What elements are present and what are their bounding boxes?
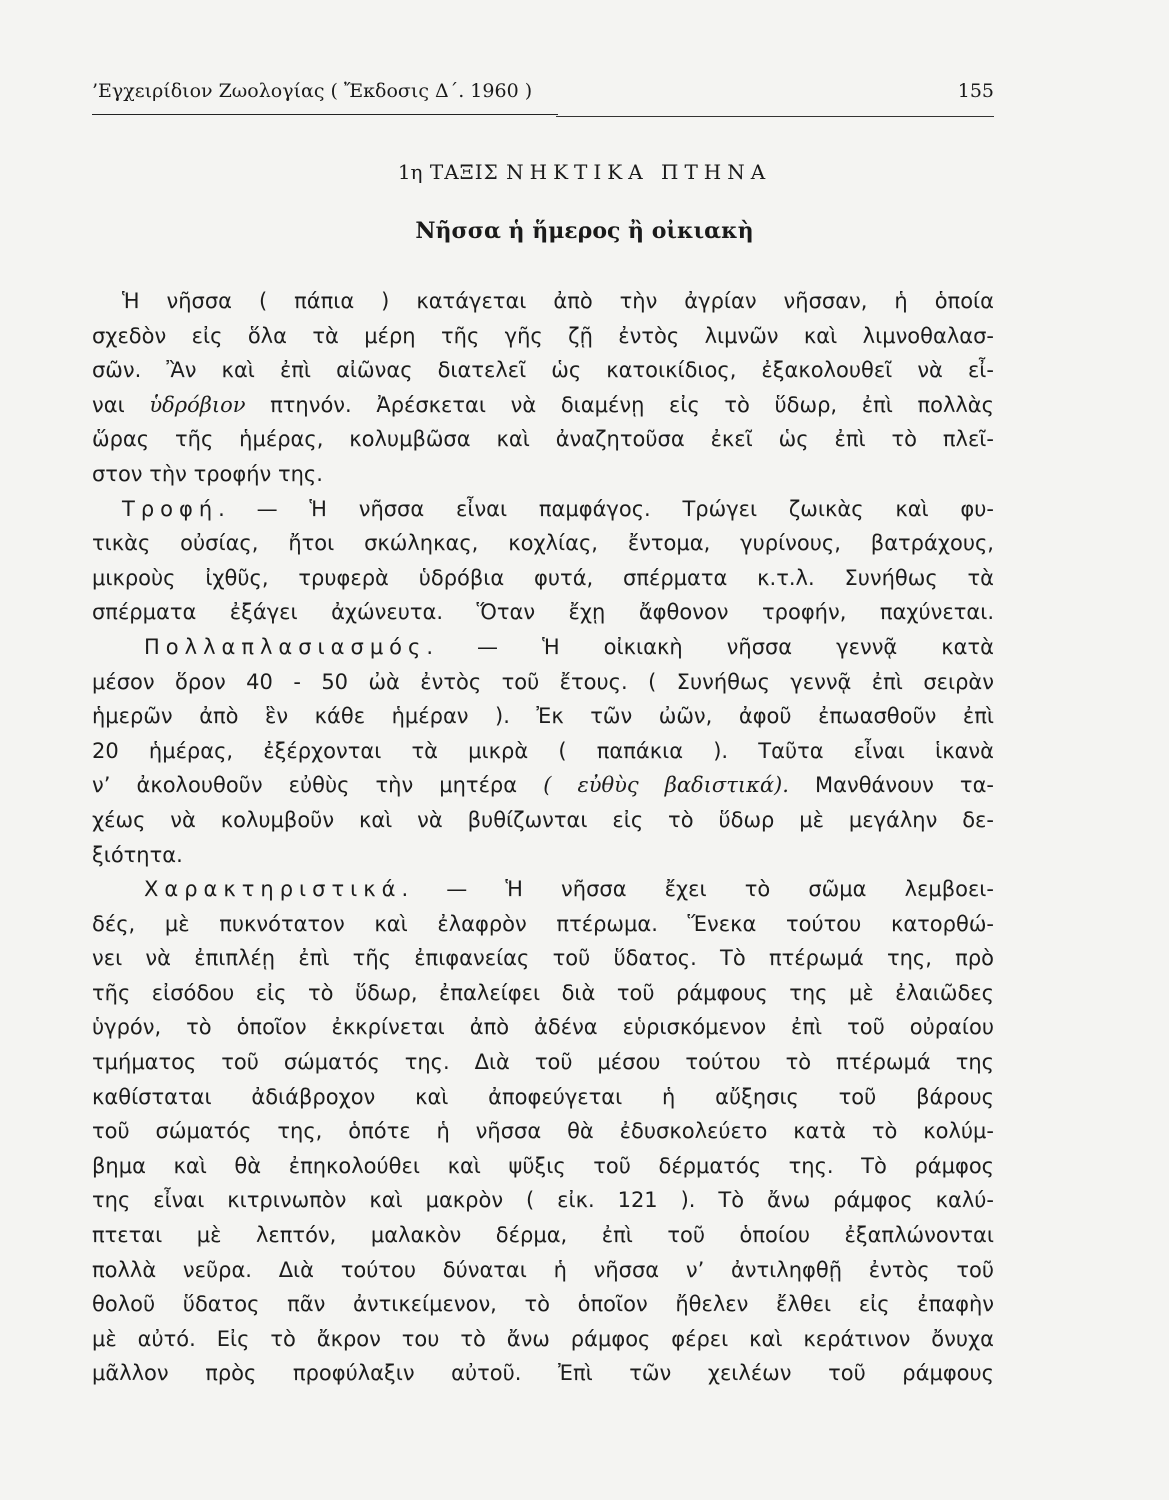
text-line: πτεται μὲ λεπτόν, μαλακὸν δέρμα, ἐπὶ τοῦ ὁποίου ἐξαπλώνονται [92, 1223, 994, 1248]
italic-term: ὑδρόβιον [149, 392, 246, 417]
text-line [92, 768, 994, 803]
text-line: σχεδὸν εἰς ὅλα τὰ μέρη τῆς γῆς ζῇ ἐντὸς λιμνῶν καὶ λιμνοθαλασ- [92, 323, 994, 348]
chapter-heading [0, 160, 1169, 184]
spaced-label: Τροφή [122, 496, 219, 521]
text-line: δές, μὲ πυκνότατον καὶ ἐλαφρὸν πτέρωμα. Ἕνεκα τούτου κατορθώ- [92, 911, 994, 936]
text-line: τικὰς οὐσίας, ἤτοι σκώληκας, κοχλίας, ἔντομα, γυρίνους, βατράχους, [92, 531, 994, 556]
text-line [92, 388, 994, 423]
chapter-prefix: ΤΑΞΙΣ [429, 160, 499, 184]
text-line: σπέρματα ἐξάγει ἀχώνευτα. Ὅταν ἔχῃ ἄφθονον τροφήν, παχύνεται. [92, 600, 994, 625]
text-line: ἡμερῶν ἀπὸ ἓν κάθε ἡμέραν ). Ἐκ τῶν ὠῶν, ἀφοῦ ἐπωασθοῦν ἐπὶ [92, 704, 994, 729]
text-run: . — Ἡ νῆσσα εἶναι παμφάγος. Τρώγει ζωικὰς καὶ φυ- [218, 496, 994, 521]
text-line: 20 ἡμέρας, ἐξέρχονται τὰ μικρὰ ( παπάκια ). Ταῦτα εἶναι ἱκανὰ [92, 738, 994, 763]
text-line [92, 630, 994, 665]
text-run: . — Ἡ νῆσσα ἔχει τὸ σῶμα λεμβοει- [401, 877, 994, 902]
text-line: μικροὺς ἰχθῦς, τρυφερὰ ὑδρόβια φυτά, σπέρματα κ.τ.λ. Συνήθως τὰ [92, 565, 994, 590]
text-line: μέσον ὅρον 40 - 50 ὠὰ ἐντὸς τοῦ ἔτους. ( Συνήθως γεννᾷ ἐπὶ σειρὰν [92, 669, 994, 694]
italic-term: ( εὐθὺς βαδιστικά). [543, 773, 789, 798]
text-run: ν’ ἀκολουθοῦν εὐθὺς τὴν μητέρα [92, 773, 518, 798]
section-title: Νῆσσα ἡ ἥμερος ἢ οἰκιακὴ [415, 218, 754, 244]
page-number: 155 [957, 80, 994, 102]
text-line: νει νὰ ἐπιπλέῃ ἐπὶ τῆς ἐπιφανείας τοῦ ὕδατος. Τὸ πτέρωμά της, πρὸ [92, 946, 994, 971]
chapter-number: 1η [397, 160, 423, 184]
text-line: μὲ αὐτό. Εἰς τὸ ἄκρον του τὸ ἄνω ράμφος φέρει καὶ κεράτινον ὄνυχα [92, 1326, 994, 1351]
text-line: ὑγρόν, τὸ ὁποῖον ἐκκρίνεται ἀπὸ ἀδένα εὑρισκόμενον ἐπὶ τοῦ οὐραίου [92, 1015, 994, 1040]
spaced-label: Χαρακτηριστικά [144, 877, 402, 902]
text-line: της εἶναι κιτρινωπὸν καὶ μακρὸν ( εἰκ. 121 ). Τὸ ἄνω ράμφος καλύ- [92, 1188, 994, 1213]
text-line: μᾶλλον πρὸς προφύλαξιν αὐτοῦ. Ἐπὶ τῶν χειλέων τοῦ ράμφους [92, 1361, 994, 1386]
text-line: θολοῦ ὕδατος πᾶν ἀντικείμενον, τὸ ὁποῖον ἤθελεν ἔλθει εἰς ἐπαφὴν [92, 1292, 994, 1317]
header-rule-left [92, 114, 558, 115]
body-text [92, 284, 994, 1391]
text-line: βημα καὶ θὰ ἐπηκολούθει καὶ ψῦξις τοῦ δέρματός της. Τὸ ράμφος [92, 1153, 994, 1178]
text-run: . — Ἡ οἰκιακὴ νῆσσα γεννᾷ κατὰ [426, 634, 994, 659]
text-line: σῶν. Ἂν καὶ ἐπὶ αἰῶνας διατελεῖ ὡς κατοικίδιος, ἐξακολουθεῖ νὰ εἶ- [92, 358, 994, 383]
text-run: ναι [92, 392, 125, 417]
header-rule-right [556, 116, 994, 117]
spaced-label: Πολλαπλασιασμός [144, 634, 427, 659]
text-line: Ἡ νῆσσα ( πάπια ) κατάγεται ἀπὸ τὴν ἀγρίαν νῆσσαν, ἡ ὁποία [122, 289, 994, 313]
text-line [92, 872, 994, 907]
text-line: τμήματος τοῦ σώματός της. Διὰ τοῦ μέσου τούτου τὸ πτέρωμά της [92, 1050, 994, 1075]
chapter-name: ΝΗΚΤΙΚΑ ΠΤΗΝΑ [506, 160, 772, 184]
text-line [92, 492, 994, 527]
text-line: χέως νὰ κολυμβοῦν καὶ νὰ βυθίζωνται εἰς τὸ ὕδωρ μὲ μεγάλην δε- [92, 807, 994, 832]
text-line: καθίσταται ἀδιάβροχον καὶ ἀποφεύγεται ἡ αὔξησις τοῦ βάρους [92, 1084, 994, 1109]
text-line: τοῦ σώματός της, ὁπότε ἡ νῆσσα θὰ ἐδυσκολεύετο κατὰ τὸ κολύμ- [92, 1119, 994, 1144]
text-line: ὥρας τῆς ἡμέρας, κολυμβῶσα καὶ ἀναζητοῦσα ἐκεῖ ὡς ἐπὶ τὸ πλεῖ- [92, 427, 994, 452]
text-line: ξιότητα. [92, 842, 183, 867]
text-run: πτηνόν. Ἀρέσκεται νὰ διαμένῃ εἰς τὸ ὕδωρ, ἐπὶ πολλὰς [270, 392, 994, 417]
text-line: πολλὰ νεῦρα. Διὰ τούτου δύναται ἡ νῆσσα ν’ ἀντιληφθῇ ἐντὸς τοῦ [92, 1257, 994, 1282]
running-title: ’Εγχειρίδιον Ζωολογίας ( Ἔκδοσις Δ΄. 1960 ) [92, 80, 533, 102]
text-line: στον τὴν τροφήν της. [92, 461, 323, 486]
text-line: τῆς εἰσόδου εἰς τὸ ὕδωρ, ἐπαλείφει διὰ τοῦ ράμφους της μὲ ἐλαιῶδες [92, 980, 994, 1005]
text-run: Μανθάνουν τα- [815, 773, 994, 798]
